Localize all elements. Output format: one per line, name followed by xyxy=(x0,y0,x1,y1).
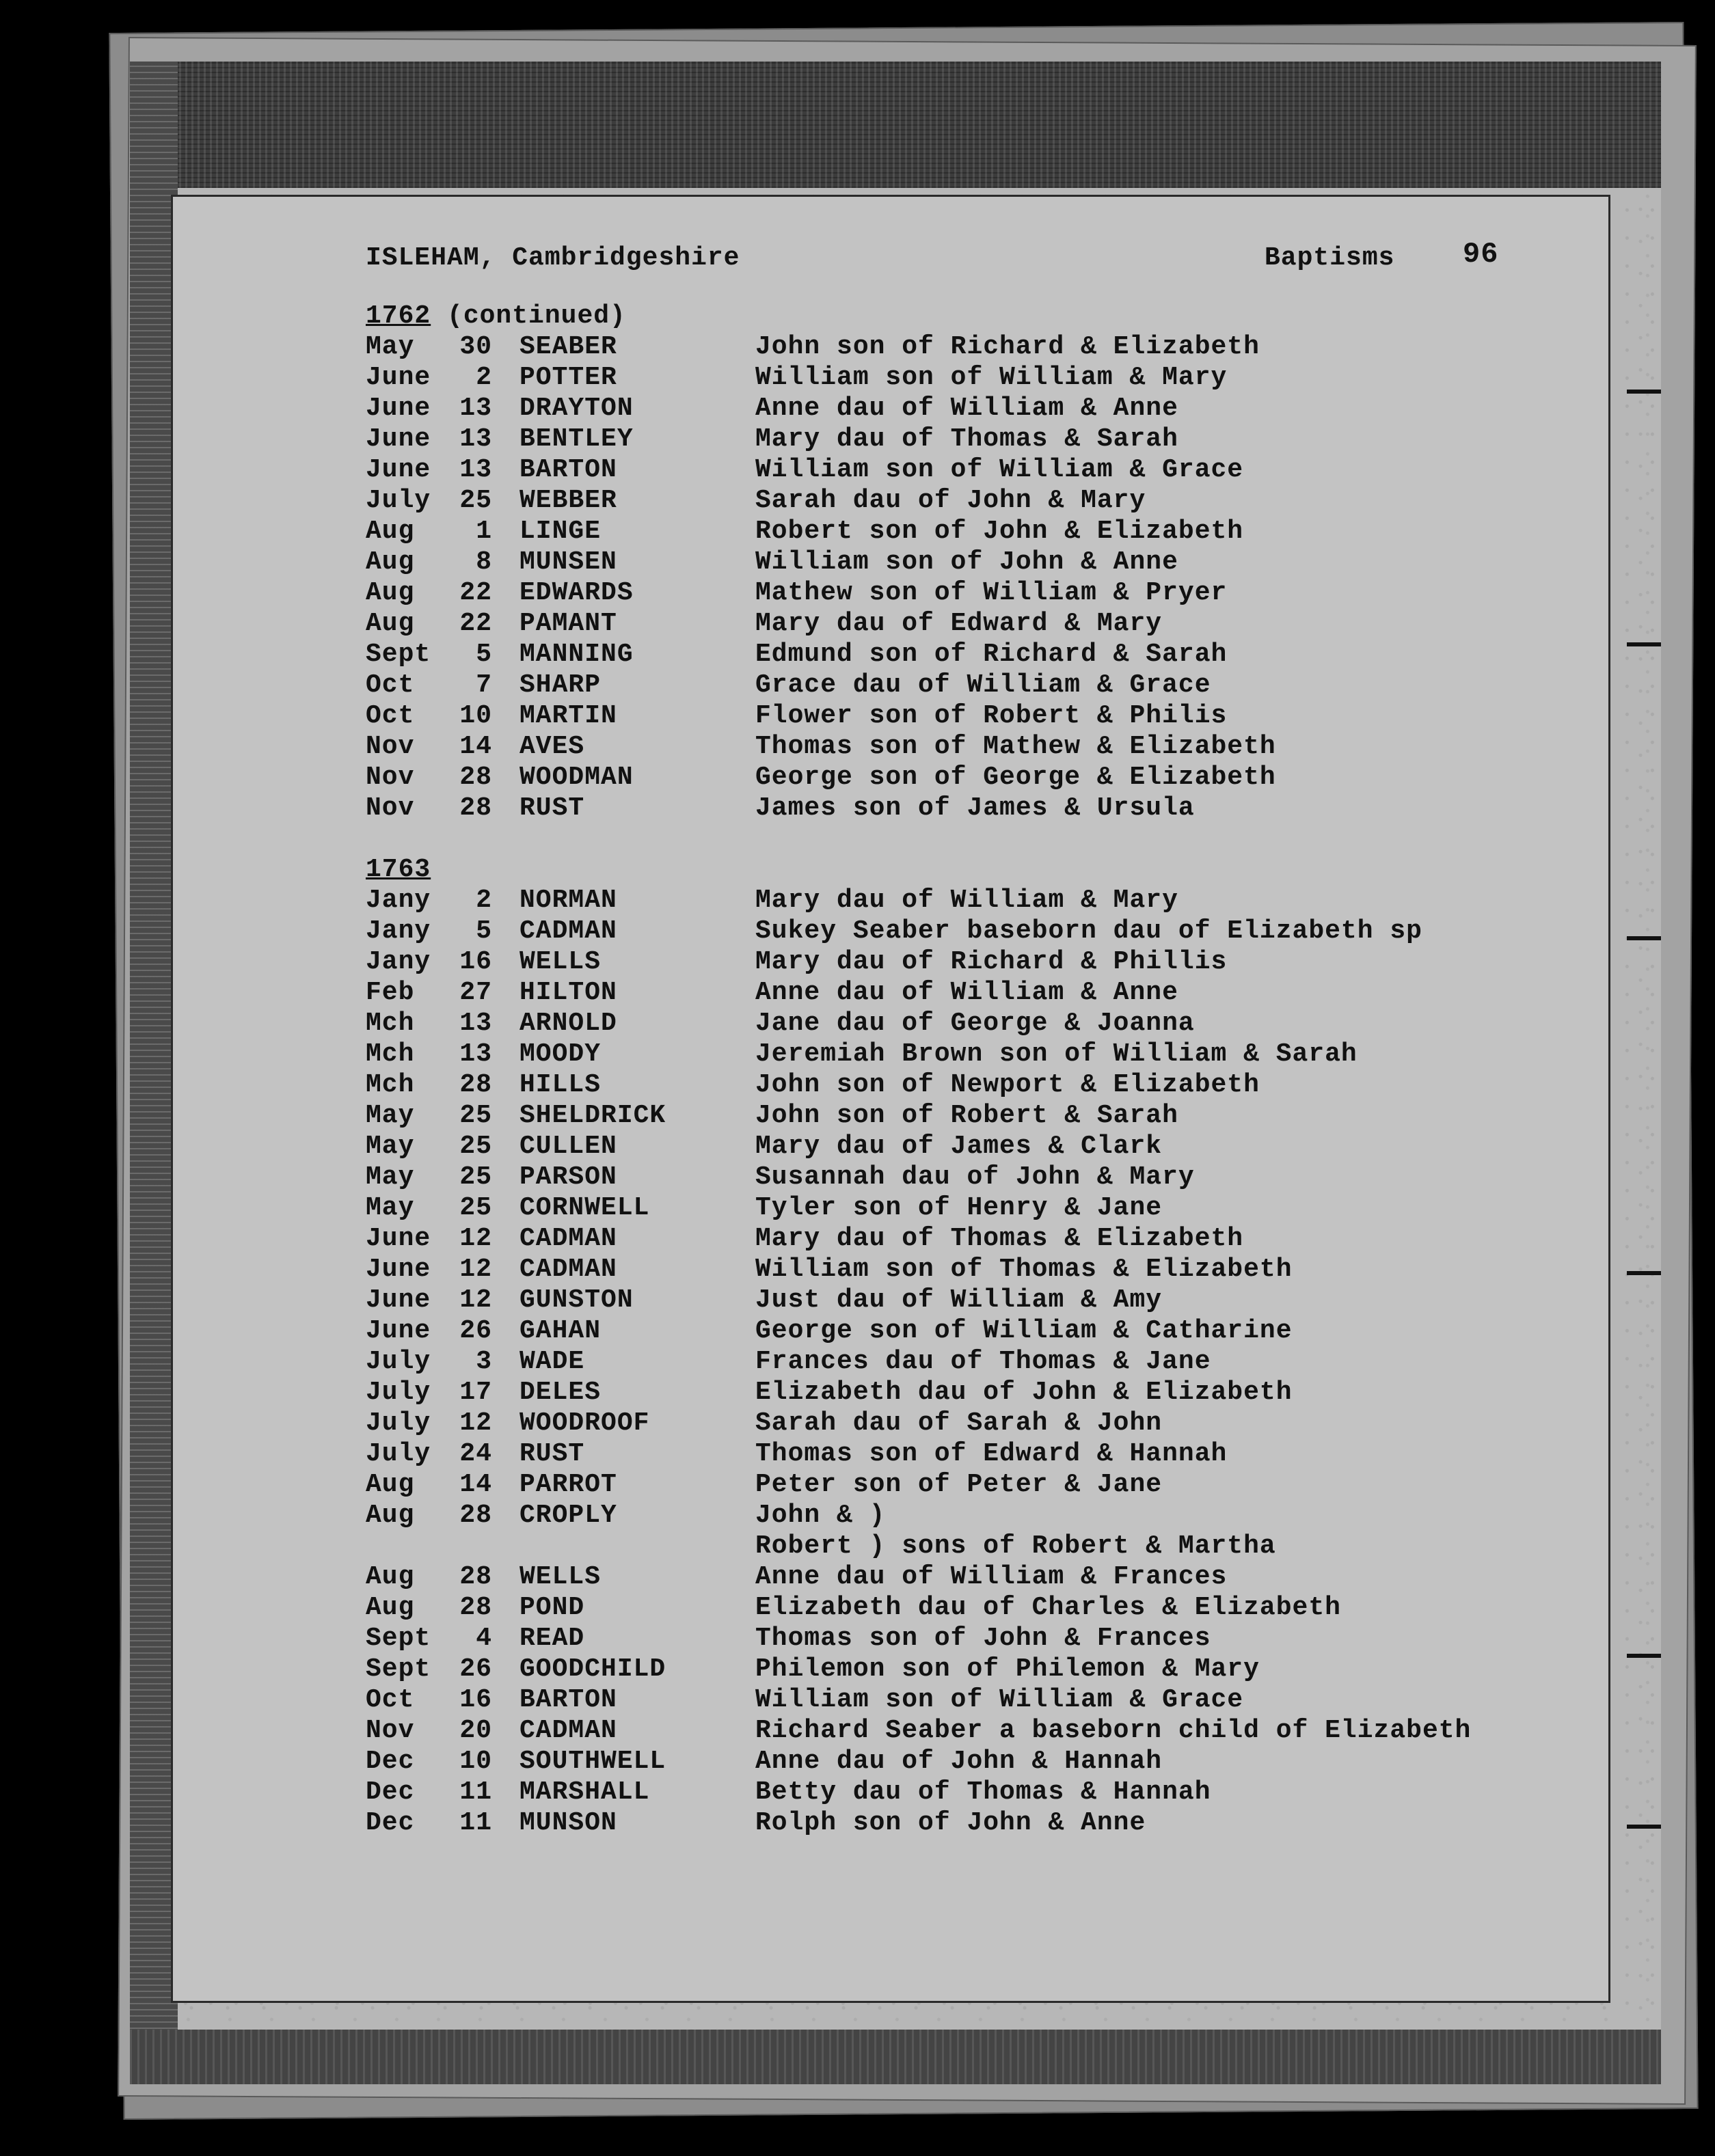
entry-text: Mary dau of James & Clark xyxy=(755,1132,1163,1161)
register-row xyxy=(0,547,1715,577)
entry-surname: MOODY xyxy=(519,1039,602,1069)
entry-day: 7 xyxy=(476,670,492,700)
entry-month: Sept xyxy=(366,1624,431,1653)
entry-surname: NORMAN xyxy=(519,886,617,915)
entry-text: John son of Newport & Elizabeth xyxy=(755,1070,1260,1100)
page-number: 96 xyxy=(1463,238,1499,271)
entry-text: Thomas son of Mathew & Elizabeth xyxy=(755,732,1276,761)
entry-month: July xyxy=(366,1408,431,1438)
entry-surname: SEABER xyxy=(519,332,617,361)
entry-text: Anne dau of William & Anne xyxy=(755,394,1178,423)
entry-month: Oct xyxy=(366,1685,415,1715)
entry-day: 2 xyxy=(476,363,492,392)
entry-surname: CORNWELL xyxy=(519,1193,650,1223)
entry-surname: SHELDRICK xyxy=(519,1101,666,1130)
entry-surname: CADMAN xyxy=(519,1716,617,1745)
entry-text: John & ) xyxy=(755,1501,886,1530)
entry-text: William son of William & Grace xyxy=(755,455,1244,485)
entry-month: Aug xyxy=(366,1501,415,1530)
register-row xyxy=(0,1654,1715,1684)
entry-surname: CADMAN xyxy=(519,1224,617,1253)
entry-text: William son of William & Mary xyxy=(755,363,1228,392)
register-row xyxy=(0,1223,1715,1254)
entry-surname: PARSON xyxy=(519,1162,617,1192)
entry-month: June xyxy=(366,1285,431,1315)
entry-month: Aug xyxy=(366,1562,415,1592)
entry-month: July xyxy=(366,1378,431,1407)
entry-month: June xyxy=(366,1316,431,1346)
entry-text: Mary dau of Thomas & Elizabeth xyxy=(755,1224,1244,1253)
entry-text: Anne dau of William & Frances xyxy=(755,1562,1228,1592)
entry-day: 13 xyxy=(459,1009,492,1038)
entry-day: 8 xyxy=(476,547,492,577)
entry-day: 26 xyxy=(459,1316,492,1346)
entry-text: George son of George & Elizabeth xyxy=(755,763,1276,792)
margin-mark xyxy=(1627,1825,1661,1829)
entry-surname: EDWARDS xyxy=(519,578,634,608)
entry-day: 28 xyxy=(459,1501,492,1530)
entry-month: June xyxy=(366,394,431,423)
entry-month: Nov xyxy=(366,732,415,761)
register-row xyxy=(0,1377,1715,1408)
entry-month: Sept xyxy=(366,640,431,669)
entry-surname: BARTON xyxy=(519,1685,617,1715)
entry-day: 16 xyxy=(459,947,492,977)
register-row xyxy=(0,1069,1715,1100)
entry-text: George son of William & Catharine xyxy=(755,1316,1293,1346)
register-row xyxy=(0,485,1715,516)
entry-text: Edmund son of Richard & Sarah xyxy=(755,640,1228,669)
entry-month: Nov xyxy=(366,763,415,792)
entry-surname: PAMANT xyxy=(519,609,617,638)
register-row xyxy=(0,670,1715,700)
entry-day: 12 xyxy=(459,1224,492,1253)
entry-surname: CADMAN xyxy=(519,916,617,946)
entry-month: June xyxy=(366,1255,431,1284)
entry-text: Robert son of John & Elizabeth xyxy=(755,517,1244,546)
register-row xyxy=(0,1500,1715,1531)
register-row xyxy=(0,793,1715,823)
entry-month: Jany xyxy=(366,916,431,946)
entry-month: July xyxy=(366,1439,431,1469)
section-heading: Baptisms xyxy=(1265,243,1395,273)
entry-day: 12 xyxy=(459,1255,492,1284)
entry-text: Flower son of Robert & Philis xyxy=(755,701,1228,731)
entry-month: Aug xyxy=(366,517,415,546)
entry-month: May xyxy=(366,1132,415,1161)
entry-day: 13 xyxy=(459,424,492,454)
margin-mark xyxy=(1627,642,1661,646)
entry-month: Aug xyxy=(366,1470,415,1499)
entry-surname: HILLS xyxy=(519,1070,602,1100)
entry-text: Richard Seaber a baseborn child of Elizabeth xyxy=(755,1716,1472,1745)
entry-surname: WOODROOF xyxy=(519,1408,650,1438)
entry-day: 26 xyxy=(459,1654,492,1684)
entry-text: Jane dau of George & Joanna xyxy=(755,1009,1195,1038)
entry-surname: GUNSTON xyxy=(519,1285,634,1315)
entry-text: Philemon son of Philemon & Mary xyxy=(755,1654,1260,1684)
register-row xyxy=(0,1807,1715,1838)
register-row xyxy=(0,639,1715,670)
register-row xyxy=(0,1623,1715,1654)
entry-day: 14 xyxy=(459,1470,492,1499)
entry-day: 3 xyxy=(476,1347,492,1376)
register-row xyxy=(0,1346,1715,1377)
entry-surname: WELLS xyxy=(519,1562,602,1592)
entry-day: 28 xyxy=(459,1562,492,1592)
register-row xyxy=(0,362,1715,393)
entry-surname: MUNSON xyxy=(519,1808,617,1838)
entry-text: Grace dau of William & Grace xyxy=(755,670,1211,700)
entry-day: 10 xyxy=(459,1747,492,1776)
entry-surname: RUST xyxy=(519,1439,585,1469)
entry-text: James son of James & Ursula xyxy=(755,793,1195,823)
register-row xyxy=(0,1192,1715,1223)
entry-day: 10 xyxy=(459,701,492,731)
entry-day: 16 xyxy=(459,1685,492,1715)
register-row xyxy=(0,1254,1715,1285)
register-row xyxy=(0,1469,1715,1500)
entry-text: Betty dau of Thomas & Hannah xyxy=(755,1777,1211,1807)
entry-day: 22 xyxy=(459,609,492,638)
entry-text: Anne dau of John & Hannah xyxy=(755,1747,1163,1776)
entry-surname: CROPLY xyxy=(519,1501,617,1530)
entry-day: 28 xyxy=(459,1070,492,1100)
entry-day: 20 xyxy=(459,1716,492,1745)
register-row xyxy=(0,1715,1715,1746)
entry-day: 12 xyxy=(459,1408,492,1438)
entry-text: Robert ) sons of Robert & Martha xyxy=(755,1531,1276,1561)
entry-surname: BENTLEY xyxy=(519,424,634,454)
entry-surname: GAHAN xyxy=(519,1316,602,1346)
entry-text: William son of Thomas & Elizabeth xyxy=(755,1255,1293,1284)
entry-surname: DELES xyxy=(519,1378,602,1407)
register-row xyxy=(0,516,1715,547)
entry-day: 12 xyxy=(459,1285,492,1315)
entry-text: Elizabeth dau of Charles & Elizabeth xyxy=(755,1593,1341,1622)
register-row xyxy=(0,1039,1715,1069)
entry-day: 2 xyxy=(476,886,492,915)
entry-day: 13 xyxy=(459,455,492,485)
entry-month: Nov xyxy=(366,793,415,823)
entry-month: Oct xyxy=(366,670,415,700)
entry-surname: DRAYTON xyxy=(519,394,634,423)
entry-text: John son of Richard & Elizabeth xyxy=(755,332,1260,361)
entry-month: Aug xyxy=(366,547,415,577)
margin-mark xyxy=(1627,936,1661,940)
entry-text: Mary dau of Thomas & Sarah xyxy=(755,424,1178,454)
entry-text: Mary dau of Richard & Phillis xyxy=(755,947,1228,977)
entry-day: 25 xyxy=(459,1101,492,1130)
entry-day: 24 xyxy=(459,1439,492,1469)
entry-month: Aug xyxy=(366,578,415,608)
register-row xyxy=(0,608,1715,639)
entry-surname: PARROT xyxy=(519,1470,617,1499)
entry-day: 5 xyxy=(476,640,492,669)
entry-day: 4 xyxy=(476,1624,492,1653)
entry-text: Jeremiah Brown son of William & Sarah xyxy=(755,1039,1358,1069)
register-row xyxy=(0,577,1715,608)
register-row xyxy=(0,1285,1715,1315)
register-row xyxy=(0,1746,1715,1777)
entry-surname: WOODMAN xyxy=(519,763,634,792)
entry-surname: MARTIN xyxy=(519,701,617,731)
entry-text: Anne dau of William & Anne xyxy=(755,978,1178,1007)
entry-surname: WELLS xyxy=(519,947,602,977)
entry-day: 17 xyxy=(459,1378,492,1407)
entry-month: Aug xyxy=(366,1593,415,1622)
entry-month: July xyxy=(366,1347,431,1376)
register-row xyxy=(0,393,1715,424)
entry-month: Feb xyxy=(366,978,415,1007)
entry-month: May xyxy=(366,1162,415,1192)
register-row xyxy=(0,331,1715,362)
entry-month: July xyxy=(366,486,431,515)
entry-month: Mch xyxy=(366,1070,415,1100)
entry-day: 22 xyxy=(459,578,492,608)
register-row xyxy=(0,1162,1715,1192)
entry-day: 25 xyxy=(459,486,492,515)
register-row xyxy=(0,1408,1715,1438)
entry-day: 11 xyxy=(459,1777,492,1807)
year-heading xyxy=(366,854,431,885)
entry-month: Mch xyxy=(366,1039,415,1069)
entry-month: Aug xyxy=(366,609,415,638)
entry-surname: MUNSEN xyxy=(519,547,617,577)
entry-text: Rolph son of John & Anne xyxy=(755,1808,1146,1838)
entry-text: Mathew son of William & Pryer xyxy=(755,578,1228,608)
entry-day: 28 xyxy=(459,1593,492,1622)
entry-surname: HILTON xyxy=(519,978,617,1007)
entry-surname: ARNOLD xyxy=(519,1009,617,1038)
entry-text: John son of Robert & Sarah xyxy=(755,1101,1178,1130)
entry-surname: WADE xyxy=(519,1347,585,1376)
entry-day: 11 xyxy=(459,1808,492,1838)
entry-text: Thomas son of Edward & Hannah xyxy=(755,1439,1228,1469)
entry-day: 14 xyxy=(459,732,492,761)
entry-surname: CULLEN xyxy=(519,1132,617,1161)
entry-month: June xyxy=(366,455,431,485)
entry-surname: AVES xyxy=(519,732,585,761)
continued-label: (continued) xyxy=(431,301,626,331)
entry-day: 27 xyxy=(459,978,492,1007)
register-row xyxy=(0,731,1715,762)
entry-day: 25 xyxy=(459,1162,492,1192)
entry-surname: GOODCHILD xyxy=(519,1654,666,1684)
entry-month: May xyxy=(366,1101,415,1130)
register-row xyxy=(0,1684,1715,1715)
entry-day: 25 xyxy=(459,1193,492,1223)
register-row xyxy=(0,454,1715,485)
entry-month: Nov xyxy=(366,1716,415,1745)
scan-shadow-top xyxy=(130,62,1661,188)
register-row xyxy=(0,1438,1715,1469)
register-row xyxy=(0,762,1715,793)
entry-text: William son of John & Anne xyxy=(755,547,1178,577)
entry-month: May xyxy=(366,1193,415,1223)
entry-text: Sarah dau of John & Mary xyxy=(755,486,1146,515)
register-row xyxy=(0,1008,1715,1039)
entry-day: 30 xyxy=(459,332,492,361)
entry-month: June xyxy=(366,424,431,454)
margin-mark xyxy=(1627,1654,1661,1658)
margin-mark xyxy=(1627,1271,1661,1275)
register-row xyxy=(0,1561,1715,1592)
place-heading: ISLEHAM, Cambridgeshire xyxy=(366,243,740,273)
entry-surname: POTTER xyxy=(519,363,617,392)
entry-text: Susannah dau of John & Mary xyxy=(755,1162,1195,1192)
register-row xyxy=(0,977,1715,1008)
register-row xyxy=(0,1100,1715,1131)
entry-month: Oct xyxy=(366,701,415,731)
entry-text: Mary dau of Edward & Mary xyxy=(755,609,1163,638)
entry-surname: SOUTHWELL xyxy=(519,1747,666,1776)
register-row xyxy=(0,424,1715,454)
entry-text: Sarah dau of Sarah & John xyxy=(755,1408,1163,1438)
entry-text: Mary dau of William & Mary xyxy=(755,886,1178,915)
entry-surname: MANNING xyxy=(519,640,634,669)
entry-surname: RUST xyxy=(519,793,585,823)
register-row xyxy=(0,1131,1715,1162)
entry-month: Jany xyxy=(366,886,431,915)
register-row xyxy=(0,1531,1715,1561)
entry-day: 13 xyxy=(459,1039,492,1069)
entry-surname: WEBBER xyxy=(519,486,617,515)
entry-day: 25 xyxy=(459,1132,492,1161)
register-row xyxy=(0,946,1715,977)
entry-surname: CADMAN xyxy=(519,1255,617,1284)
year-label: 1763 xyxy=(366,855,431,884)
entry-text: Thomas son of John & Frances xyxy=(755,1624,1211,1653)
entry-day: 5 xyxy=(476,916,492,946)
year-label: 1762 xyxy=(366,301,431,331)
entry-surname: MARSHALL xyxy=(519,1777,650,1807)
entry-text: Tyler son of Henry & Jane xyxy=(755,1193,1163,1223)
entry-day: 1 xyxy=(476,517,492,546)
entry-month: Dec xyxy=(366,1808,415,1838)
entry-day: 13 xyxy=(459,394,492,423)
margin-mark xyxy=(1627,390,1661,394)
entry-text: Frances dau of Thomas & Jane xyxy=(755,1347,1211,1376)
entry-surname: LINGE xyxy=(519,517,602,546)
register-row xyxy=(0,700,1715,731)
entry-month: Dec xyxy=(366,1777,415,1807)
entry-surname: POND xyxy=(519,1593,585,1622)
entry-day: 28 xyxy=(459,793,492,823)
year-heading xyxy=(366,301,626,331)
entry-month: Sept xyxy=(366,1654,431,1684)
scan-shadow-bottom xyxy=(130,2030,1661,2084)
entry-month: Dec xyxy=(366,1747,415,1776)
entry-month: Jany xyxy=(366,947,431,977)
entry-surname: BARTON xyxy=(519,455,617,485)
entry-month: May xyxy=(366,332,415,361)
entry-text: Elizabeth dau of John & Elizabeth xyxy=(755,1378,1293,1407)
register-row xyxy=(0,885,1715,916)
entry-text: William son of William & Grace xyxy=(755,1685,1244,1715)
register-row xyxy=(0,1315,1715,1346)
entry-text: Just dau of William & Amy xyxy=(755,1285,1163,1315)
register-row xyxy=(0,916,1715,946)
entry-surname: SHARP xyxy=(519,670,602,700)
entry-text: Peter son of Peter & Jane xyxy=(755,1470,1163,1499)
register-row xyxy=(0,1592,1715,1623)
entry-day: 28 xyxy=(459,763,492,792)
register-row xyxy=(0,1777,1715,1807)
entry-month: June xyxy=(366,1224,431,1253)
entry-surname: READ xyxy=(519,1624,585,1653)
entry-month: June xyxy=(366,363,431,392)
entry-text: Sukey Seaber baseborn dau of Elizabeth sp xyxy=(755,916,1422,946)
entry-month: Mch xyxy=(366,1009,415,1038)
